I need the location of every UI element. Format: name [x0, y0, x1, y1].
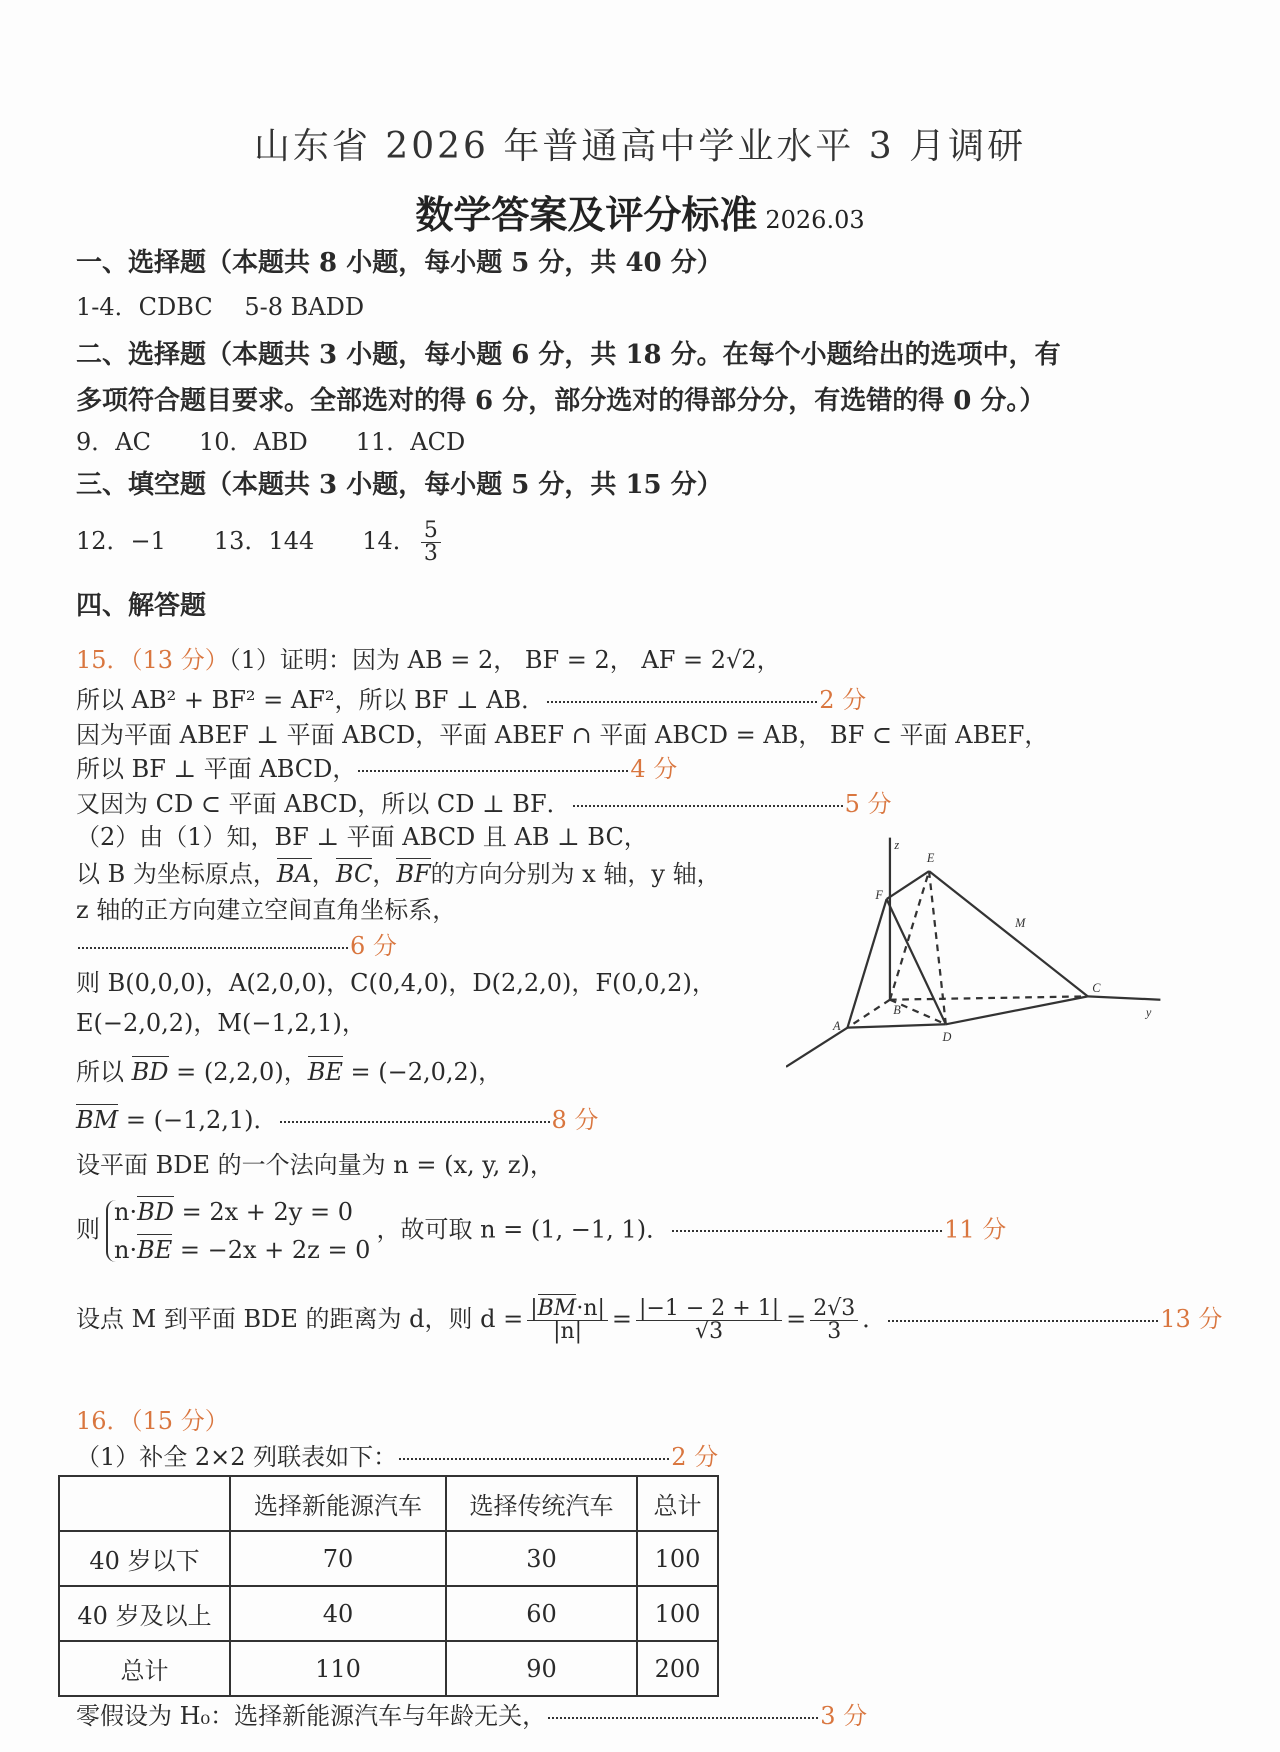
text: = (2,2,0)，: [168, 1058, 308, 1086]
fraction: [636, 1298, 782, 1343]
dotted-leader: [672, 1230, 942, 1232]
edge-ad: [847, 1024, 945, 1027]
q15-line: 设平面 BDE 的一个法向量为 n = (x, y, z)，: [76, 1151, 554, 1179]
denominator: 3: [423, 541, 438, 566]
document-title: [0, 184, 1280, 239]
cell: 40 岁以下: [59, 1531, 230, 1586]
vector: BM: [537, 1296, 577, 1321]
edge-ec: [929, 871, 1088, 996]
q15-line: E(−2,0,2)，M(−1,2,1)，: [76, 1009, 366, 1037]
cell: 40: [230, 1586, 446, 1641]
text: 又因为 CD ⊂ 平面 ABCD，所以 CD ⊥ BF．: [76, 790, 571, 818]
q15-line: [76, 757, 677, 781]
cell: 100: [637, 1586, 718, 1641]
numerator: 5: [421, 520, 441, 543]
text: = −2x + 2z = 0: [172, 1236, 371, 1264]
dotted-leader: [78, 947, 348, 949]
q15-line: （2）由（1）知，BF ⊥ 平面 ABCD 且 AB ⊥ BC，: [76, 823, 648, 851]
vector: BE: [137, 1236, 173, 1264]
date: 2026.03: [765, 206, 865, 234]
text: = (−1,2,1)．: [118, 1106, 278, 1134]
section-3-answers: [76, 520, 445, 565]
score: 13 分: [1160, 1305, 1223, 1333]
text: 以 B 为坐标原点，: [76, 860, 277, 888]
q15-line: [76, 792, 892, 816]
q15-line: 设点 M 到平面 BDE 的距离为 d，则 d = $\frac{|BM\cdot n|}{|n|}$ = $\frac{|-1 - 2 + 1|}{√3}$ = $\frac{2√3}{3}$ ． 13 分: [76, 1296, 1223, 1344]
q15-heading: 15．（13 分）: [76, 646, 229, 674]
cell: 40 岁及以上: [59, 1586, 230, 1641]
label-c: C: [1092, 980, 1101, 995]
cell: 100: [637, 1531, 718, 1586]
geometry-diagram: [786, 837, 1166, 1073]
text: （1）补全 2×2 列联表如下：: [76, 1443, 398, 1471]
contingency-table: [58, 1475, 719, 1697]
vector: BF: [396, 860, 431, 888]
label-z: z: [894, 837, 900, 852]
edge-be-hidden: [890, 871, 929, 1000]
q16-line: [76, 1704, 867, 1728]
vector: BD: [137, 1198, 174, 1226]
cell: 总计: [59, 1641, 230, 1696]
section-1-title: 一、选择题（本题共 8 小题，每小题 5 分，共 40 分）: [76, 248, 723, 278]
score: 5 分: [844, 790, 892, 818]
vector: BA: [276, 860, 312, 888]
vector: BM: [76, 1106, 119, 1134]
table-header-row: [59, 1476, 718, 1531]
header-cell: 总计: [637, 1476, 718, 1531]
cell: 110: [230, 1641, 446, 1696]
q16-line: [76, 1445, 718, 1469]
vector: BC: [335, 860, 373, 888]
q15-line: z 轴的正方向建立空间直角坐标系，: [76, 896, 457, 924]
score: 8 分: [551, 1106, 599, 1134]
section-2-title-cont: 多项符合题目要求。全部选对的得 6 分，部分选对的得部分分，有选错的得 0 分。）: [76, 386, 1046, 416]
q15-line: [76, 934, 397, 958]
dotted-leader: [358, 770, 628, 772]
vector: BD: [131, 1058, 169, 1086]
text: 的方向分别为 x 轴，y 轴，: [430, 860, 721, 888]
label-e: E: [926, 851, 935, 866]
denominator: 3: [827, 1319, 842, 1344]
section-2-answers: 9．AC 10．ABD 11．ACD: [76, 428, 466, 456]
edge-bc-hidden: [890, 996, 1088, 999]
q15-line: [76, 648, 781, 672]
q15-line: [76, 1060, 502, 1084]
section-1-answers: 1-4．CDBC 5-8 BADD: [76, 293, 365, 321]
dotted-leader: [888, 1320, 1158, 1322]
label-m: M: [1015, 916, 1026, 931]
text: 则: [76, 1215, 100, 1244]
text: ·n|: [576, 1296, 605, 1321]
fraction: [421, 520, 441, 565]
text: = 2x + 2y = 0: [173, 1198, 353, 1226]
table-row: [59, 1531, 718, 1586]
text: （1）证明：因为 AB = 2， BF = 2， AF = 2√2，: [228, 646, 781, 674]
label-a: A: [832, 1018, 841, 1033]
edge-fe: [887, 871, 929, 899]
table-row: [59, 1586, 718, 1641]
text: n·: [114, 1198, 138, 1226]
edge-ed-hidden: [929, 871, 946, 1024]
y-axis: [1088, 996, 1161, 999]
score: 2 分: [671, 1443, 719, 1471]
fraction: [527, 1298, 608, 1343]
text: = (−2,0,2)，: [342, 1058, 503, 1086]
text: 所以: [76, 1058, 132, 1086]
text: 零假设为 H₀：选择新能源汽车与年龄无关，: [76, 1702, 547, 1730]
cell: 70: [230, 1531, 446, 1586]
x-axis: [786, 1028, 847, 1067]
text: n·: [114, 1236, 138, 1264]
q16-title: 16．（15 分）: [76, 1407, 229, 1435]
section-2-title: 二、选择题（本题共 3 小题，每小题 6 分，共 18 分。在每个小题给出的选项中，有: [76, 340, 1061, 370]
score: 6 分: [350, 932, 397, 960]
dotted-leader: [548, 1717, 818, 1719]
text: 所以 BF ⊥ 平面 ABCD，: [76, 755, 357, 783]
vector: BE: [307, 1058, 343, 1086]
cell: 60: [446, 1586, 637, 1641]
denominator: √3: [695, 1319, 724, 1344]
numerator: |−1 − 2 + 1|: [636, 1298, 782, 1321]
edge-dc: [946, 996, 1088, 1024]
subtitle: 数学答案及评分标准: [415, 192, 758, 237]
equation-system: [106, 1200, 370, 1262]
text: 设点 M 到平面 BDE 的距离为 d，则 d =: [76, 1305, 524, 1333]
q15-line: 则 B(0,0,0)，A(2,0,0)，C(0,4,0)，D(2,2,0)，F(0,0,2)，: [76, 969, 716, 997]
dotted-leader: [573, 805, 843, 807]
cell: 30: [446, 1531, 637, 1586]
score: 2 分: [819, 686, 867, 714]
header-cell: 选择传统汽车: [446, 1476, 637, 1531]
text: ，故可取 n = (1, −1, 1)．: [376, 1215, 671, 1244]
edge-fa: [847, 899, 886, 1028]
cell: 200: [637, 1641, 718, 1696]
table-row: [59, 1641, 718, 1696]
denominator: |n|: [553, 1319, 583, 1344]
fraction: [810, 1298, 858, 1343]
label-d: D: [942, 1030, 952, 1045]
answers-12-14: 12．−1 13．144 14．: [76, 527, 417, 555]
header-cell: 选择新能源汽车: [230, 1476, 446, 1531]
q15-line: 以 B 为坐标原点，BA，BC，BF的方向分别为 x 轴，y 轴，: [76, 860, 721, 888]
q15-line: 因为平面 ABEF ⊥ 平面 ABCD，平面 ABEF ∩ 平面 ABCD = AB， BF ⊂ 平面 ABEF，: [76, 721, 1049, 749]
score: 3 分: [820, 1702, 868, 1730]
label-b: B: [893, 1003, 901, 1018]
text: |: [530, 1296, 538, 1321]
q16-heading: [76, 1409, 229, 1433]
section-3-title: 三、填空题（本题共 3 小题，每小题 5 分，共 15 分）: [76, 470, 723, 500]
text: 所以 AB² + BF² = AF²，所以 BF ⊥ AB．: [76, 686, 546, 714]
q15-line: [76, 1108, 598, 1132]
cell: 90: [446, 1641, 637, 1696]
score: 4 分: [630, 755, 678, 783]
label-f: F: [875, 888, 883, 903]
section-4-title: 四、解答题: [76, 591, 207, 621]
numerator: 2√3: [810, 1298, 858, 1321]
dotted-leader: [280, 1121, 550, 1123]
dotted-leader: [547, 701, 817, 703]
label-y: y: [1145, 1005, 1152, 1020]
q15-line: [76, 1200, 1006, 1262]
score: 11 分: [944, 1215, 1007, 1244]
exam-title: 山东省 2026 年普通高中学业水平 3 月调研: [253, 126, 1027, 167]
header-cell: [59, 1476, 230, 1531]
dotted-leader: [399, 1458, 669, 1460]
q15-line: [76, 688, 866, 712]
